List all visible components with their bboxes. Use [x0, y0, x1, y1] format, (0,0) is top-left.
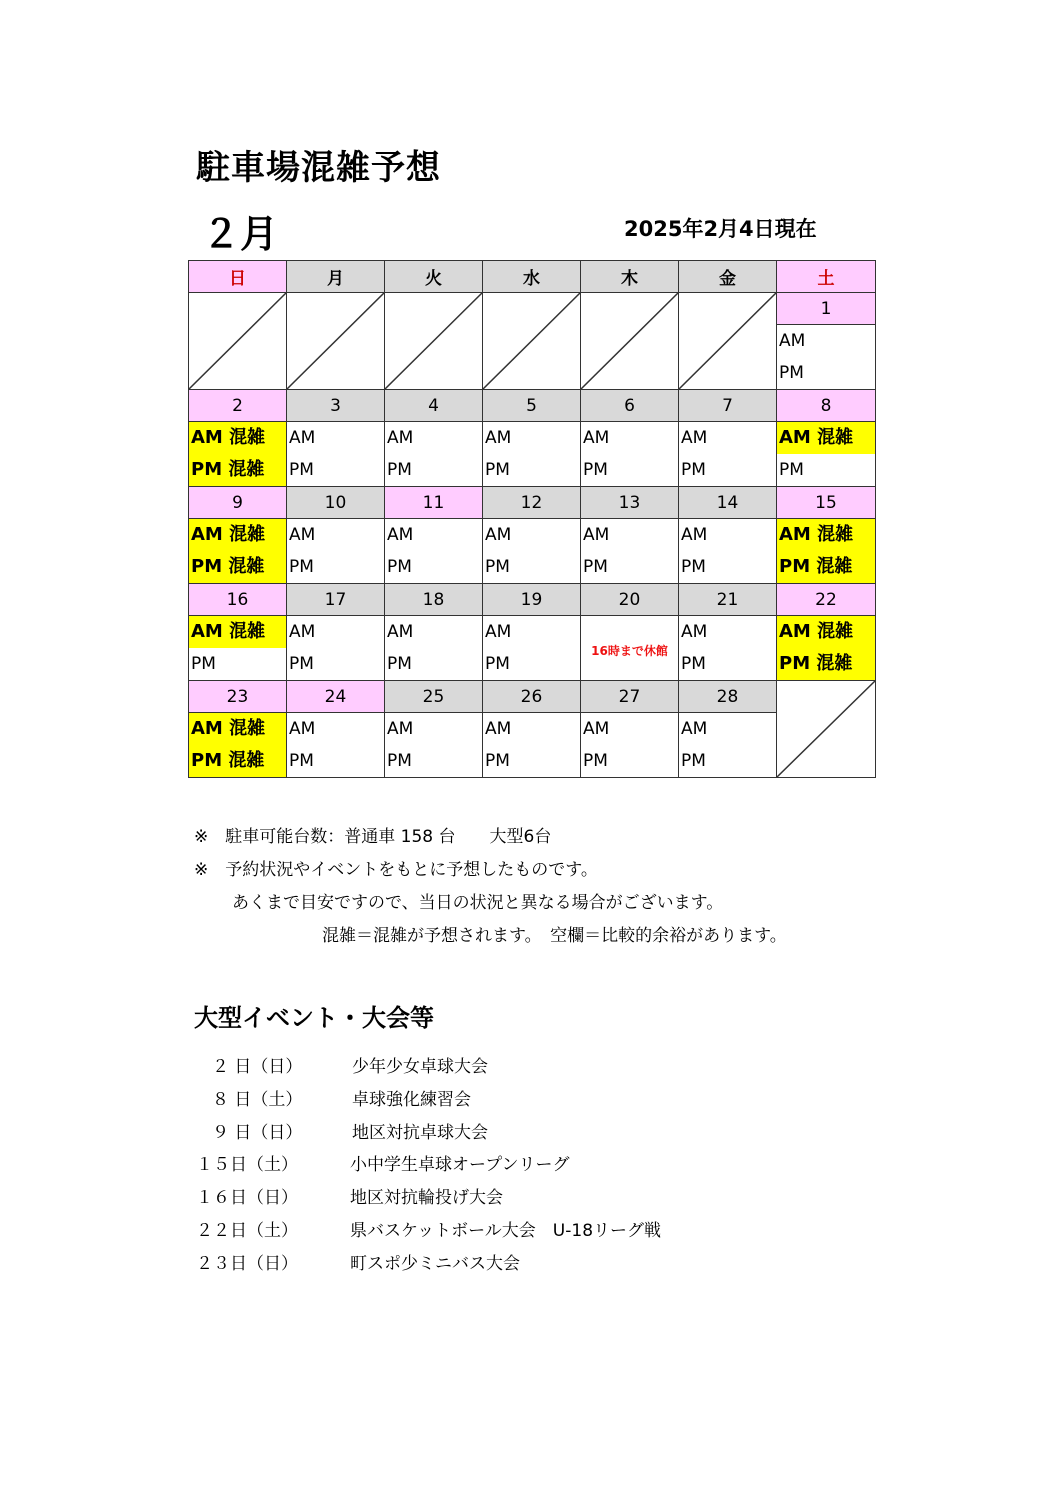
day-number-row [189, 390, 876, 422]
day-number: 16 [189, 584, 287, 616]
day-slots [385, 519, 483, 584]
empty-day-cell [483, 293, 581, 390]
calendar-body [189, 293, 876, 778]
day-number: 18 [385, 584, 483, 616]
day-number: 9 [189, 487, 287, 519]
am-slot: AM 混雑 [189, 519, 286, 551]
event-date: １６日（日） [196, 1188, 298, 1208]
day-number: 15 [777, 487, 876, 519]
day-number: 1 [777, 293, 876, 325]
event-date: ８ 日（土） [212, 1090, 303, 1110]
day-number: 27 [581, 681, 679, 713]
am-slot: AM 混雑 [777, 519, 875, 551]
day-slots [777, 422, 876, 487]
diagonal-slash [581, 293, 678, 389]
diagonal-slash [385, 293, 482, 389]
as-of-date: 2025年2月4日現在 [624, 217, 817, 241]
day-number: 26 [483, 681, 581, 713]
pm-slot: PM [289, 654, 314, 674]
pm-slot: PM [583, 751, 608, 771]
note-capacity: ※ 駐車可能台数：普通車 158 台 大型6台 [194, 827, 552, 847]
day-number: 23 [189, 681, 287, 713]
events-heading: 大型イベント・大会等 [194, 1004, 434, 1032]
day-number: 14 [679, 487, 777, 519]
day-slots [189, 422, 287, 487]
pm-slot: PM 混雑 [777, 648, 875, 680]
day-number: 25 [385, 681, 483, 713]
day-number: 6 [581, 390, 679, 422]
day-number: 21 [679, 584, 777, 616]
am-slot: AM [387, 525, 414, 545]
day-slots [287, 713, 385, 778]
diagonal-line [581, 293, 678, 389]
am-slot: AM 混雑 [777, 422, 875, 454]
day-slots [385, 422, 483, 487]
empty-day-cell [287, 293, 385, 390]
note-legend: 混雑＝混雑が予想されます。 空欄＝比較的余裕があります。 [322, 926, 787, 946]
am-slot: AM [583, 428, 610, 448]
pm-slot: PM [681, 751, 706, 771]
am-slot: AM [485, 525, 512, 545]
am-slot: AM [289, 525, 316, 545]
event-date: ９ 日（日） [212, 1123, 303, 1143]
event-date: ２ 日（日） [212, 1057, 303, 1077]
am-slot: AM [485, 622, 512, 642]
pm-slot: PM [485, 460, 510, 480]
day-slots [581, 713, 679, 778]
am-slot: AM [681, 719, 708, 739]
calendar-table [188, 260, 876, 778]
weekday-header: 金 [679, 261, 777, 293]
diagonal-line [679, 293, 776, 389]
day-slots [385, 616, 483, 681]
day-slot-row [189, 616, 876, 681]
am-slot: AM [387, 719, 414, 739]
pm-slot: PM [387, 460, 412, 480]
pm-slot: PM [485, 654, 510, 674]
day-number: 22 [777, 584, 876, 616]
pm-slot: PM [485, 751, 510, 771]
diagonal-line [385, 293, 482, 389]
day-number: 2 [189, 390, 287, 422]
day-number: 20 [581, 584, 679, 616]
weekday-header: 土 [777, 261, 876, 293]
day-slots [483, 519, 581, 584]
weekday-header: 日 [189, 261, 287, 293]
event-date: ２３日（日） [196, 1254, 298, 1274]
note-forecast: ※ 予約状況やイベントをもとに予想したものです。 [194, 860, 598, 880]
event-date: １５日（土） [196, 1155, 298, 1175]
am-slot: AM [387, 428, 414, 448]
event-name: 地区対抗卓球大会 [352, 1123, 488, 1143]
pm-slot: PM [191, 654, 216, 674]
am-slot: AM [583, 719, 610, 739]
day-number: 8 [777, 390, 876, 422]
day-slots [287, 616, 385, 681]
pm-slot: PM [681, 557, 706, 577]
day-number: 10 [287, 487, 385, 519]
am-slot: AM [583, 525, 610, 545]
day-slots [581, 616, 679, 681]
day-number: 7 [679, 390, 777, 422]
diagonal-line [287, 293, 384, 389]
day-slots [385, 713, 483, 778]
pm-slot: PM [289, 557, 314, 577]
pm-slot: PM 混雑 [777, 551, 875, 583]
day-number: 12 [483, 487, 581, 519]
am-slot: AM [289, 622, 316, 642]
event-name: 小中学生卓球オープンリーグ [350, 1155, 570, 1175]
day-number: 11 [385, 487, 483, 519]
day-number-row [189, 681, 876, 713]
pm-slot: PM [779, 460, 804, 480]
pm-slot: PM [583, 460, 608, 480]
day-number: 5 [483, 390, 581, 422]
day-slots [483, 713, 581, 778]
day-slots [777, 519, 876, 584]
day-slots [581, 422, 679, 487]
diagonal-slash [777, 681, 875, 777]
diagonal-slash [679, 293, 776, 389]
pm-slot: PM [779, 363, 804, 383]
day-number: 28 [679, 681, 777, 713]
day-slot-row [189, 519, 876, 584]
diagonal-line [189, 293, 286, 389]
weekday-header: 月 [287, 261, 385, 293]
day-number: 3 [287, 390, 385, 422]
event-date: ２２日（土） [196, 1221, 298, 1241]
day-slots [189, 519, 287, 584]
day-slots [189, 616, 287, 681]
event-name: 県バスケットボール大会 U-18リーグ戦 [350, 1221, 662, 1241]
closure-note: 16時まで休館 [591, 644, 668, 658]
empty-day-cell [777, 681, 876, 778]
pm-slot: PM [583, 557, 608, 577]
day-slots [679, 713, 777, 778]
am-slot: AM [387, 622, 414, 642]
day-slots [679, 519, 777, 584]
day-slots [483, 422, 581, 487]
empty-day-cell [189, 293, 287, 390]
am-slot: AM [681, 428, 708, 448]
day-slots [287, 519, 385, 584]
day-slot-row [189, 713, 876, 778]
day-number-row [189, 584, 876, 616]
am-slot: AM 混雑 [189, 616, 286, 648]
event-name: 地区対抗輪投げ大会 [350, 1188, 503, 1208]
pm-slot: PM [681, 460, 706, 480]
month-heading: ２月 [202, 212, 279, 256]
day-slots [189, 713, 287, 778]
pm-slot: PM [289, 751, 314, 771]
event-name: 町スポ少ミニバス大会 [350, 1254, 520, 1274]
pm-slot: PM [387, 654, 412, 674]
am-slot: AM 混雑 [189, 713, 286, 745]
empty-day-cell [385, 293, 483, 390]
day-number-row [189, 487, 876, 519]
am-slot: AM [289, 428, 316, 448]
pm-slot: PM [485, 557, 510, 577]
event-name: 卓球強化練習会 [352, 1090, 471, 1110]
diagonal-line [483, 293, 580, 389]
pm-slot: PM [681, 654, 706, 674]
pm-slot: PM 混雑 [189, 551, 286, 583]
am-slot: AM [289, 719, 316, 739]
day-slots [777, 325, 876, 390]
am-slot: AM 混雑 [777, 616, 875, 648]
empty-day-cell [581, 293, 679, 390]
day-number: 17 [287, 584, 385, 616]
day-number: 19 [483, 584, 581, 616]
am-slot: AM 混雑 [189, 422, 286, 454]
note-disclaimer: あくまで目安ですので、当日の状況と異なる場合がございます。 [232, 893, 724, 913]
day-slots [581, 519, 679, 584]
empty-day-cell [679, 293, 777, 390]
am-slot: AM [779, 331, 806, 351]
pm-slot: PM 混雑 [189, 745, 286, 777]
day-number-row [189, 293, 876, 325]
diagonal-slash [287, 293, 384, 389]
am-slot: AM [681, 525, 708, 545]
event-name: 少年少女卓球大会 [352, 1057, 488, 1077]
weekday-header: 水 [483, 261, 581, 293]
day-number: 4 [385, 390, 483, 422]
day-slots [679, 422, 777, 487]
day-slots [287, 422, 385, 487]
weekday-header: 木 [581, 261, 679, 293]
am-slot: AM [485, 719, 512, 739]
pm-slot: PM [387, 557, 412, 577]
am-slot: AM [485, 428, 512, 448]
day-slots [679, 616, 777, 681]
am-slot: AM [681, 622, 708, 642]
day-slots [777, 616, 876, 681]
diagonal-slash [483, 293, 580, 389]
day-slot-row [189, 422, 876, 487]
diagonal-slash [189, 293, 286, 389]
day-number: 24 [287, 681, 385, 713]
weekday-header: 火 [385, 261, 483, 293]
weekday-header-row [189, 261, 876, 293]
day-number: 13 [581, 487, 679, 519]
pm-slot: PM 混雑 [189, 454, 286, 486]
day-slots [483, 616, 581, 681]
page-title: 駐車場混雑予想 [196, 148, 441, 188]
pm-slot: PM [387, 751, 412, 771]
pm-slot: PM [289, 460, 314, 480]
diagonal-line [777, 681, 875, 777]
